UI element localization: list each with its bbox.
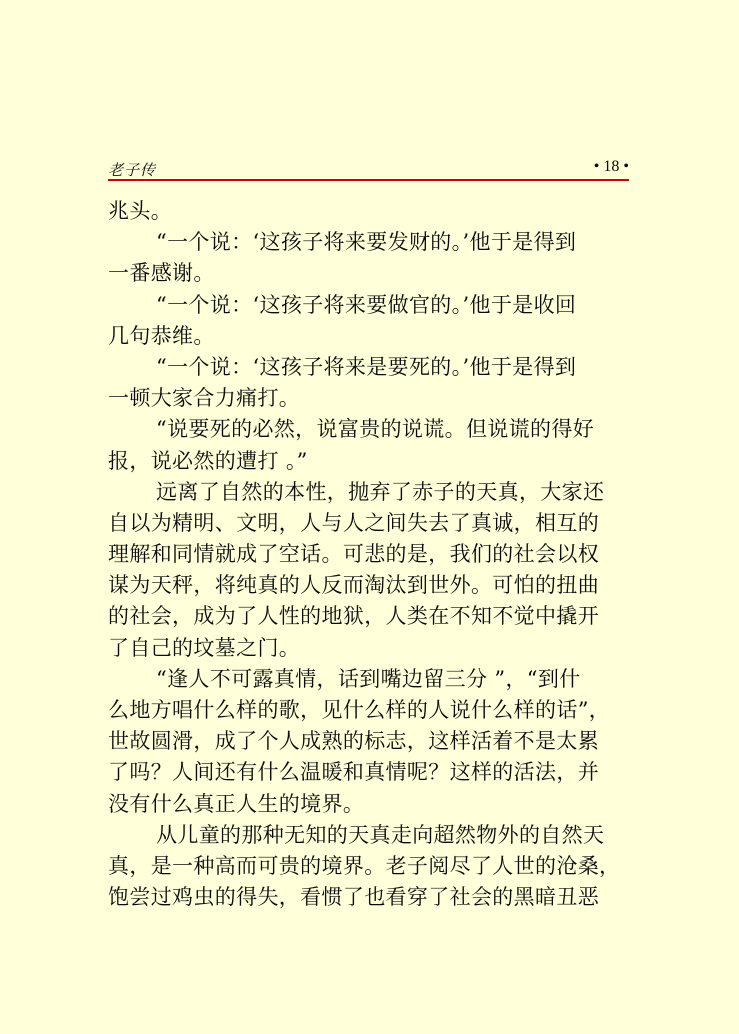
- text-line: “逢人不可露真情，话到嘴边留三分 ”，“到什: [156, 666, 581, 691]
- text-line: “一个说：‘这孩子将来是要死的。’他于是得到: [156, 354, 577, 379]
- text-line: 远离了自然的本性，抛弃了赤子的天真，大家还: [156, 479, 605, 504]
- page-number: • 18 •: [593, 158, 629, 175]
- text-line: 饱尝过鸡虫的得失，看惯了也看穿了社会的黑暗丑恶: [108, 885, 600, 910]
- text-line: 理解和同情就成了空话。可悲的是，我们的社会以权: [108, 542, 600, 567]
- text-line: 报，说必然的遭打 。”: [108, 448, 308, 473]
- text-line: 了自己的坟墓之门。: [108, 635, 301, 660]
- text-line: 几句恭维。: [108, 323, 215, 348]
- text-line: 一顿大家合力痛打。: [108, 386, 301, 411]
- text-line: 没有什么真正人生的境界。: [108, 791, 365, 816]
- text-line: “说要死的必然，说富贵的说谎。但说谎的得好: [156, 417, 595, 442]
- text-line: 的社会，成为了人性的地狱，人类在不知不觉中撬开: [108, 604, 600, 629]
- text-line: 谋为天秤，将纯真的人反而淘汰到世外。可怕的扭曲: [108, 573, 600, 598]
- text-line: 从儿童的那种无知的天真走向超然物外的自然天: [156, 822, 605, 847]
- text-line: 世故圆滑，成了个人成熟的标志，这样活着不是太累: [108, 729, 600, 754]
- text-line: 了吗？人间还有什么温暖和真情呢？这样的活法，并: [108, 760, 600, 785]
- text-line: 自以为精明、文明，人与人之间失去了真诚，相互的: [108, 510, 600, 535]
- body-text: [108, 196, 634, 913]
- book-title: 老子传: [108, 161, 157, 179]
- header-rule: [108, 179, 629, 181]
- text-line: 兆头。: [108, 199, 173, 223]
- text-line: 么地方唱什么样的歌，见什么样的人说什么样的话”，: [108, 698, 611, 722]
- running-header: [108, 158, 629, 178]
- text-line: “一个说：‘这孩子将来要发财的。’他于是得到: [156, 230, 577, 255]
- text-line: “一个说：‘这孩子将来要做官的。’他于是收回: [156, 292, 577, 317]
- text-line: 真，是一种高而可贵的境界。老子阅尽了人世的沧桑，: [108, 853, 621, 878]
- text-line: 一番感谢。: [108, 261, 215, 286]
